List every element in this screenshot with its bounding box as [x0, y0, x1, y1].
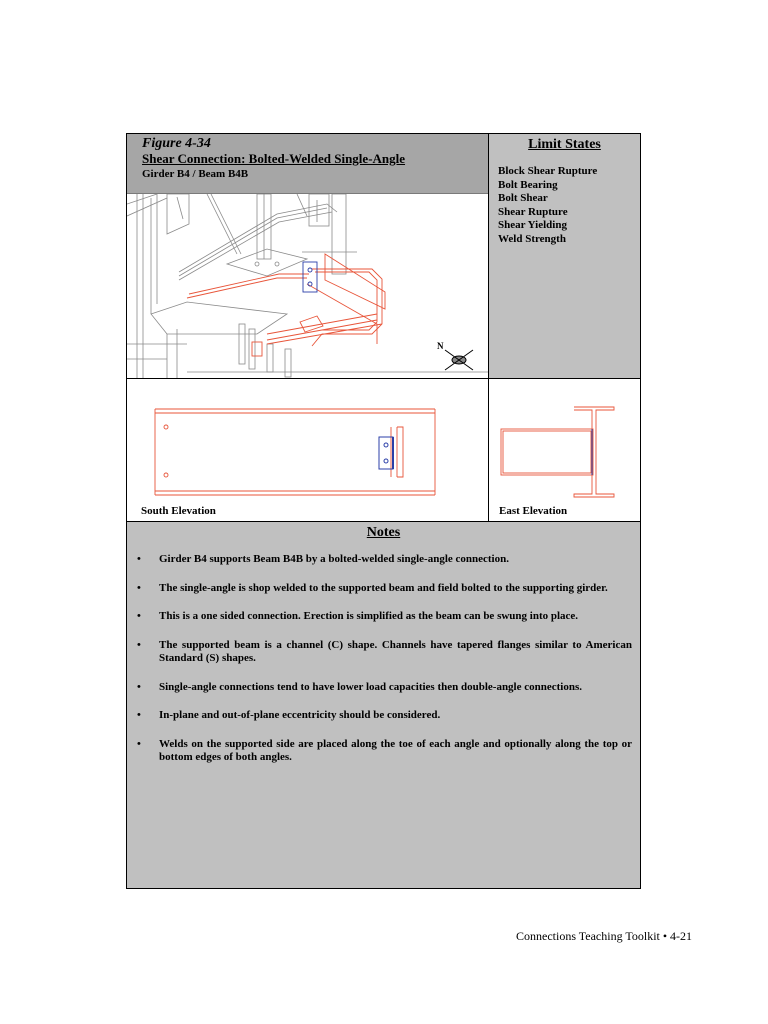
bullet-icon: • [137, 680, 141, 693]
east-elevation-cell [489, 379, 640, 521]
note-text: Girder B4 supports Beam B4B by a bolted-welded single-angle connection. [159, 553, 509, 565]
top-row [127, 134, 640, 378]
notes-panel [127, 522, 640, 888]
bullet-icon: • [137, 737, 141, 750]
limit-state-item: Bolt Shear [498, 192, 548, 205]
note-item [137, 610, 632, 624]
note-text: This is a one sided connection. Erection is simplified as the beam can be swung into place. [159, 610, 579, 622]
limit-state-item: Shear Rupture [498, 205, 568, 218]
compass-north-label: N [437, 341, 444, 351]
note-text: The supported beam is a channel (C) shape. Channels have tapered flanges similar to American Standard (S) shapes. [159, 638, 632, 664]
note-item [137, 553, 632, 567]
limit-state-item: Block Shear Rupture [498, 165, 598, 177]
bullet-icon: • [137, 709, 141, 721]
limit-states-list [498, 165, 640, 247]
note-item [137, 738, 632, 765]
figure-cell [127, 134, 489, 378]
note-item [137, 681, 632, 695]
figure-title: Shear Connection: Bolted-Welded Single-Angle [142, 151, 406, 166]
east-elevation-drawing [489, 379, 640, 503]
figure-header [127, 134, 488, 194]
page-footer: Connections Teaching Toolkit • 4-21 [516, 929, 693, 943]
south-elevation-label: South Elevation [141, 505, 216, 517]
note-item [137, 582, 632, 596]
limit-state-item: Weld Strength [498, 232, 566, 245]
note-item [137, 639, 632, 666]
note-text: Single-angle connections tend to have lower load capacities then double-angle connections. [159, 680, 582, 693]
limit-state-item: Shear Yielding [498, 219, 567, 232]
bullet-icon: • [137, 610, 141, 622]
figure-frame [126, 133, 641, 889]
compass-icon [445, 350, 473, 370]
east-elevation-label: East Elevation [499, 505, 568, 517]
note-text: In-plane and out-of-plane eccentricity should be considered. [159, 709, 441, 721]
notes-list [127, 553, 640, 765]
limit-state-item: Bolt Bearing [498, 178, 558, 191]
bullet-icon: • [137, 553, 141, 565]
note-text: The single-angle is shop welded to the supported beam and field bolted to the supporting girder. [159, 581, 608, 594]
south-elevation-cell [127, 379, 489, 521]
bullet-icon: • [137, 638, 141, 651]
limit-states-panel [489, 134, 640, 378]
figure-number: Figure 4-34 [142, 136, 211, 151]
isometric-drawing [127, 194, 488, 378]
south-elevation-drawing [127, 379, 488, 499]
note-text: Welds on the supported side are placed along the toe of each angle and optionally along the top or bottom edges of both angles. [159, 737, 632, 763]
note-item [137, 709, 632, 723]
elevations-row [127, 378, 640, 522]
limit-states-title: Limit States [528, 137, 601, 152]
figure-subtitle: Girder B4 / Beam B4B [142, 168, 249, 180]
notes-title: Notes [366, 525, 401, 540]
bullet-icon: • [137, 581, 141, 594]
